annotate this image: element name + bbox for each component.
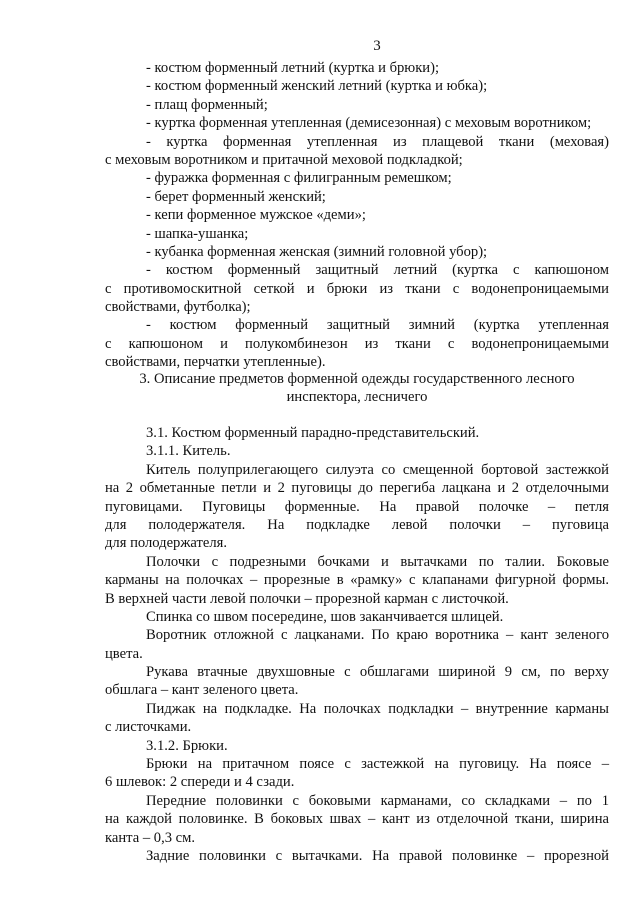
text-line: Передние половинки с боковыми карманами, со складками – по 1 — [146, 792, 609, 809]
text-line: пуговицами. Пуговицы форменные. На правой полочке – петля — [105, 498, 609, 515]
list-line: с капюшоном и полукомбинезон из ткани с водонепроницаемыми — [105, 335, 609, 352]
text-line: для полодержателя. На подкладке левой полочки – пуговица — [105, 516, 609, 533]
list-line: свойствами, футболка); — [105, 299, 251, 316]
text-line: цвета. — [105, 645, 143, 662]
list-line: - костюм форменный летний (куртка и брюки); — [146, 60, 440, 76]
equipment-list — [105, 59, 609, 372]
list-line: - куртка форменная утепленная (демисезонная) с меховым воротником; — [146, 115, 592, 132]
text-line: с листочками. — [105, 719, 192, 736]
section-heading-line-2: инспектора, лесничего — [286, 389, 428, 406]
text-line: Брюки на притачном поясе с застежкой на пуговицу. На поясе – — [146, 756, 609, 773]
text-line: на 2 обметанные петли и 2 пуговицы до перегиба лацкана и 2 отделочными — [105, 480, 609, 497]
list-line: - куртка форменная утепленная из плащевой ткани (меховая) — [146, 133, 609, 150]
section-heading-line-1: 3. Описание предметов форменной одежды государственного лесного — [139, 371, 575, 387]
text-line: обшлага – кант зеленого цвета. — [105, 682, 299, 699]
section-heading — [105, 370, 609, 407]
text-line: для полодержателя. — [105, 535, 228, 552]
text-line: карманы на полочках – прорезные в «рамку» с клапанами фигурной формы. — [105, 572, 609, 589]
text-line: Воротник отложной с лацканами. По краю воротника – кант зеленого — [146, 627, 609, 644]
list-line: - костюм форменный защитный зимний (куртка утепленная — [146, 317, 609, 334]
text-line: В верхней части левой полочки – прорезной карман с листочкой. — [105, 590, 509, 607]
text-line: 3.1.1. Китель. — [146, 443, 231, 460]
text-line: Рукава втачные двухшовные с обшлагами шириной 9 см, по верху — [146, 664, 609, 681]
text-line: Пиджак на подкладке. На полочках подкладки – внутренние карманы — [146, 700, 609, 717]
text-line: Полочки с подрезными бочками и вытачками по талии. Боковые — [146, 553, 609, 570]
text-line: Спинка со швом посередине, шов заканчивается шлицей. — [146, 608, 504, 625]
list-line: - берет форменный женский; — [146, 188, 326, 205]
list-line: свойствами, перчатки утепленные). — [105, 354, 326, 371]
page-number: 3 — [373, 38, 381, 54]
list-line: - фуражка форменная с филигранным ремешком; — [146, 170, 452, 187]
list-line: с меховым воротником и притачной меховой подкладкой; — [105, 151, 463, 168]
text-line: 3.1.2. Брюки. — [146, 737, 228, 754]
list-line: - костюм форменный защитный летний (куртка с капюшоном — [146, 262, 609, 279]
section-body — [105, 424, 609, 865]
list-line: - кубанка форменная женская (зимний головной убор); — [146, 243, 488, 260]
list-line: - костюм форменный женский летний (куртка и юбка); — [146, 78, 488, 95]
text-line: канта – 0,3 см. — [105, 829, 196, 846]
list-line: с противомоскитной сеткой и брюки из ткани с водонепроницаемыми — [105, 280, 609, 297]
text-line: Китель полуприлегающего силуэта со смещенной бортовой застежкой — [146, 461, 609, 478]
text-line: 6 шлевок: 2 спереди и 4 сзади. — [105, 774, 295, 791]
list-line: - плащ форменный; — [146, 96, 268, 113]
text-line: Задние половинки с вытачками. На правой половинке – прорезной — [146, 847, 609, 864]
list-line: - кепи форменное мужское «деми»; — [146, 207, 366, 224]
text-line: 3.1. Костюм форменный парадно-представительский. — [146, 425, 480, 441]
list-line: - шапка-ушанка; — [146, 225, 249, 242]
text-line: на каждой половинке. В боковых швах – кант из отделочной ткани, ширина — [105, 811, 609, 828]
